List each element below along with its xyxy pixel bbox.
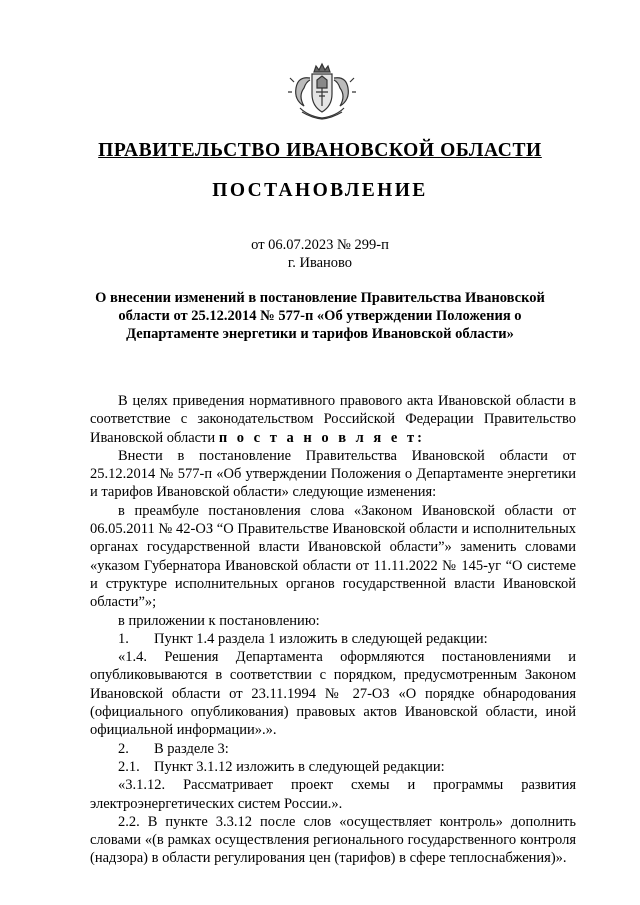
city: г. Иваново bbox=[287, 255, 353, 271]
item-1-text: Пункт 1.4 раздела 1 изложить в следующей редакции: bbox=[154, 630, 488, 647]
document-title: О внесении изменений в постановление Правительства Ивановской области от 25.12.2014 № 577-п «Об утверждении Положения о Департаменте энергетики и тарифов Ивановской области» bbox=[95, 290, 545, 342]
item-1-quote: «1.4. Решения Департамента оформляются постановлениями и опубликовываются в соответствии с порядком, предусмотренным Законом Ивановской области от 23.11.1994 № 27-ОЗ «О порядке обнародования (официального опубликования) правовых актов Ивановской области, иной официальной информации».». bbox=[90, 649, 576, 739]
document-type: ПОСТАНОВЛЕНИЕ bbox=[212, 180, 428, 201]
item-2-text: В разделе 3: bbox=[154, 740, 229, 757]
preamble-paragraph bbox=[90, 392, 576, 447]
preamble-change-paragraph: в преамбуле постановления слова «Законом Ивановской области от 06.05.2011 № 42-ОЗ “О Правительстве Ивановской области и исполнительных органах государственной власти Ивановской области”» заменить словами «указом Губернатора Ивановской области от 11.11.2022 № 145-уг “О системе и структуре исполнительных органов государственной власти Ивановской области”»; bbox=[90, 502, 576, 611]
decree-word: п о с т а н о в л я е т: bbox=[218, 429, 425, 446]
date-number: от 06.07.2023 № 299-п bbox=[251, 237, 389, 253]
coat-of-arms-emblem bbox=[286, 58, 358, 122]
item-2-1-number: 2.1. bbox=[118, 758, 140, 775]
organization-heading bbox=[0, 140, 640, 162]
item-2-1 bbox=[90, 758, 576, 776]
item-2-1-quote: «3.1.12. Рассматривает проект схемы и программы развития электроэнергетических систем России.». bbox=[90, 777, 576, 812]
item-1 bbox=[90, 630, 576, 648]
item-2-2: 2.2. В пункте 3.3.12 после слов «осуществляет контроль» дополнить словами «(в рамках осуществления регионального государственного контроля (надзора) в области регулирования цен (тарифов) в сфере теплоснабжения)». bbox=[90, 813, 576, 867]
item-2-1-text: Пункт 3.1.12 изложить в следующей редакции: bbox=[154, 758, 445, 775]
intro-paragraph: Внести в постановление Правительства Ивановской области от 25.12.2014 № 577-п «Об утверждении Положения о Департаменте энергетики и тарифов Ивановской области» следующие изменения: bbox=[90, 447, 576, 501]
organization-name: ПРАВИТЕЛЬСТВО ИВАНОВСКОЙ ОБЛАСТИ bbox=[98, 140, 542, 161]
document-meta bbox=[0, 236, 640, 272]
item-2-number: 2. bbox=[118, 740, 129, 757]
document-body bbox=[90, 392, 576, 868]
preamble-text: В целях приведения нормативного правового акта Ивановской области в соответствие с законодательством Российской Федерации Правительство Ивановской области bbox=[90, 393, 576, 446]
item-1-number: 1. bbox=[118, 630, 129, 647]
annex-intro-paragraph: в приложении к постановлению: bbox=[118, 612, 320, 629]
item-2 bbox=[90, 740, 576, 758]
